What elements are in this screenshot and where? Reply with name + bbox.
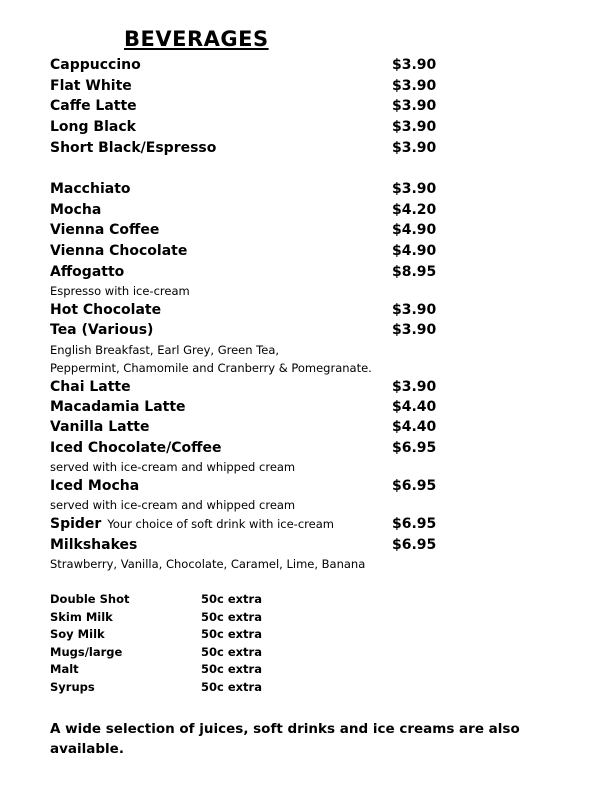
extra-name: Malt	[50, 662, 79, 676]
menu-item-name: Spider	[50, 516, 102, 532]
menu-item-price: $6.95	[392, 478, 437, 494]
menu-item-name: Mocha	[50, 202, 102, 218]
menu-item-name: Macadamia Latte	[50, 399, 186, 415]
menu-item-price: $8.95	[392, 264, 437, 280]
menu-item-description: served with ice-cream and whipped cream	[50, 498, 296, 512]
menu-item-description: Your choice of soft drink with ice-cream	[107, 517, 334, 531]
extra-price: 50c extra	[201, 645, 262, 659]
menu-item-price: $3.90	[392, 57, 437, 73]
menu-item-name: Short Black/Espresso	[50, 140, 217, 156]
extra-price: 50c extra	[201, 610, 262, 624]
menu-item-name: Milkshakes	[50, 537, 138, 553]
extra-name: Skim Milk	[50, 610, 113, 624]
extra-name: Soy Milk	[50, 627, 105, 641]
extra-price: 50c extra	[201, 592, 262, 606]
menu-item-description: served with ice-cream and whipped cream	[50, 460, 296, 474]
menu-item-name: Caffe Latte	[50, 98, 137, 114]
extra-name: Syrups	[50, 680, 95, 694]
menu-item-price: $4.90	[392, 222, 437, 238]
menu-item-description: English Breakfast, Earl Grey, Green Tea,	[50, 343, 280, 357]
menu-item-name: Chai Latte	[50, 379, 131, 395]
extra-name: Double Shot	[50, 592, 130, 606]
menu-item-name: Vienna Coffee	[50, 222, 160, 238]
menu-item-price: $3.90	[392, 140, 437, 156]
menu-item-price: $4.20	[392, 202, 437, 218]
menu-item-price: $4.40	[392, 399, 437, 415]
menu-item-price: $6.95	[392, 537, 437, 553]
menu-item-name: Affogatto	[50, 264, 125, 280]
menu-item-description: Strawberry, Vanilla, Chocolate, Caramel, Lime, Banana	[50, 557, 366, 571]
menu-item-name: Long Black	[50, 119, 136, 135]
menu-item-name: Tea (Various)	[50, 322, 154, 338]
extra-price: 50c extra	[201, 627, 262, 641]
menu-item-description: Peppermint, Chamomile and Cranberry & Pomegranate.	[50, 361, 372, 375]
extra-price: 50c extra	[201, 662, 262, 676]
menu-item-price: $6.95	[392, 440, 437, 456]
menu-item-price: $3.90	[392, 98, 437, 114]
menu-item-price: $4.40	[392, 419, 437, 435]
menu-item-name: Vienna Chocolate	[50, 243, 188, 259]
menu-item-name: Flat White	[50, 78, 132, 94]
menu-item-description: Espresso with ice-cream	[50, 284, 190, 298]
extra-name: Mugs/large	[50, 645, 123, 659]
menu-item-name: Iced Chocolate/Coffee	[50, 440, 222, 456]
footer-note: A wide selection of juices, soft drinks and ice creams are also available.	[50, 721, 520, 757]
menu-item-name: Cappuccino	[50, 57, 141, 73]
menu-item-price: $3.90	[392, 119, 437, 135]
menu-item-spider	[50, 516, 334, 532]
menu-item-price: $3.90	[392, 322, 437, 338]
menu-item-name: Hot Chocolate	[50, 302, 162, 318]
menu-item-name: Vanilla Latte	[50, 419, 150, 435]
menu-item-price: $3.90	[392, 78, 437, 94]
menu-item-price: $3.90	[392, 181, 437, 197]
extra-price: 50c extra	[201, 680, 262, 694]
menu-item-price: $3.90	[392, 379, 437, 395]
menu-item-price: $3.90	[392, 302, 437, 318]
menu-item-name: Macchiato	[50, 181, 131, 197]
menu-item-price: $6.95	[392, 516, 437, 532]
menu-item-name: Iced Mocha	[50, 478, 140, 494]
menu-item-price: $4.90	[392, 243, 437, 259]
page-title: BEVERAGES	[124, 27, 269, 51]
